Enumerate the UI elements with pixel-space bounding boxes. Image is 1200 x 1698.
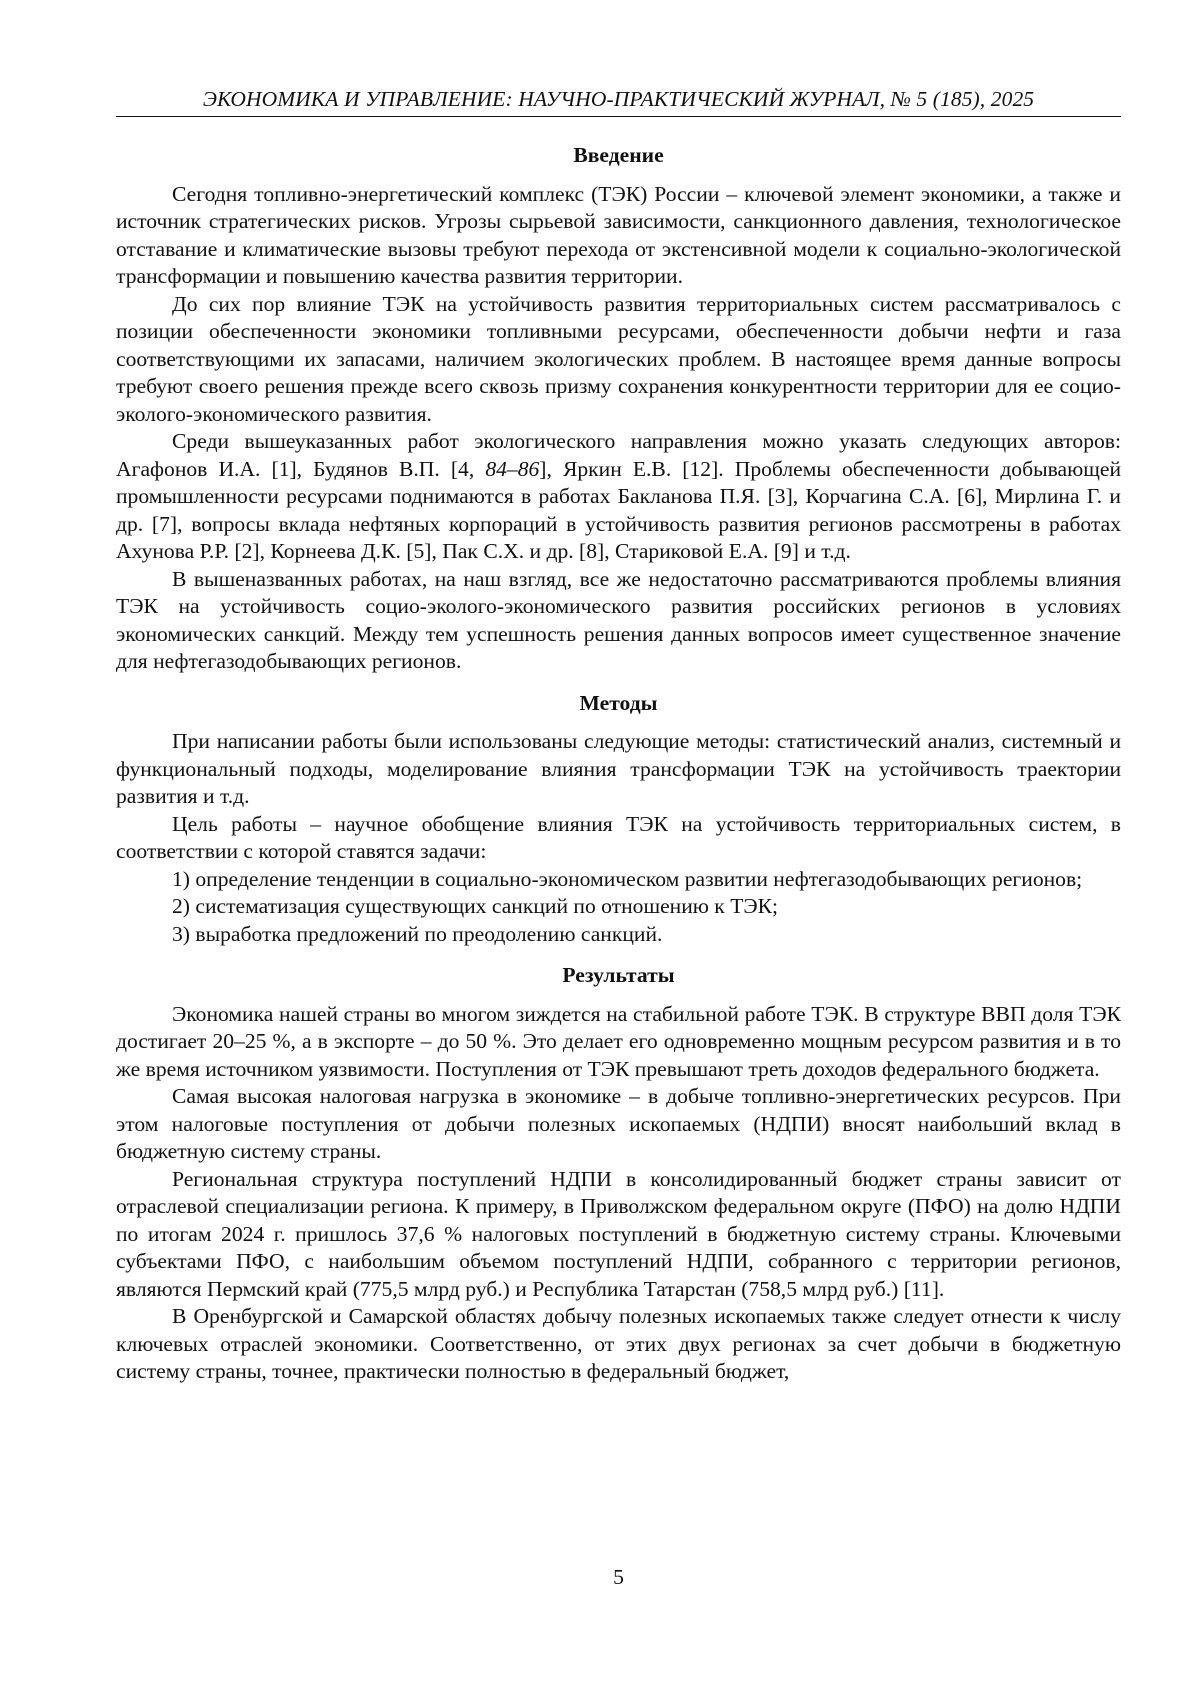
running-header: ЭКОНОМИКА И УПРАВЛЕНИЕ: НАУЧНО-ПРАКТИЧЕСКИЙ ЖУРНАЛ, № 5 (185), 2025 [202, 87, 1035, 111]
intro-paragraph-4: В вышеназванных работах, на наш взгляд, все же недостаточно рассматриваются проблемы влияния ТЭК на устойчивость социо-эколого-экономического развития российских регионов в условиях экономических санкций. Между тем успешность решения данных вопросов имеет существенное значение для нефтегазодобывающих регионов. [116, 566, 1121, 673]
tasks-list [116, 866, 1121, 949]
introduction-section [116, 142, 1121, 676]
intro-paragraph-3-end: ], Яркин Е.В. [12]. Проблемы обеспеченности добывающей промышленности ресурсами поднимаются в работах Бакланова П.Я. [3], Корчагина С.А. [6], Мирлина Г. и др. [7], вопросы вклада нефтяных корпораций в устойчивость развития регионов рассмотрены в работах Ахунова Р.Р. [2], Корнеева Д.К. [5], Пак С.Х. и др. [8], Стариковой Е.А. [9] и т.д. [116, 456, 1121, 563]
results-heading: Результаты [562, 963, 675, 987]
task-item: 1) определение тенденции в социально-экономическом развитии нефтегазодобывающих регионов; [172, 866, 1083, 891]
citation-pages: 84–86 [485, 456, 540, 481]
intro-paragraph-2: До сих пор влияние ТЭК на устойчивость развития территориальных систем рассматривалось с позиции обеспеченности экономики топливными ресурсами, обеспеченности добычи нефти и газа соответствующими их запасами, наличием экологических проблем. В настоящее время данные вопросы требуют своего решения прежде всего сквозь призму сохранения конкурентности территории для ее социо-эколого-экономического развития. [116, 291, 1121, 426]
methods-paragraph-1: При написании работы были использованы следующие методы: статистический анализ, системный и функциональный подходы, моделирование влияния трансформации ТЭК на устойчивость траектории развития и т.д. [116, 729, 1121, 808]
intro-paragraph-1: Сегодня топливно-энергетический комплекс (ТЭК) России – ключевой элемент экономики, а также и источник стратегических рисков. Угрозы сырьевой зависимости, санкционного давления, технологическое отставание и климатические вызовы требуют перехода от экстенсивной модели к социально-экологической трансформации и повышению качества развития территории. [116, 181, 1121, 288]
results-paragraph-1: Экономика нашей страны во многом зиждется на стабильной работе ТЭК. В структуре ВВП доля ТЭК достигает 20–25 %, а в экспорте – до 50 %. Это делает его одновременно мощным ресурсом развития и в то же время источником уязвимости. Поступления от ТЭК превышают треть доходов федерального бюджета. [116, 1001, 1121, 1081]
introduction-heading: Введение [573, 143, 664, 167]
results-section [116, 962, 1121, 1386]
intro-paragraph-3 [116, 428, 1121, 566]
methods-paragraph-2: Цель работы – научное обобщение влияния ТЭК на устойчивость территориальных систем, в соответствии с которой ставятся задачи: [116, 811, 1121, 863]
methods-section [116, 690, 1121, 949]
task-item: 3) выработка предложений по преодолению санкций. [172, 921, 663, 946]
methods-heading: Методы [579, 690, 658, 715]
journal-page [116, 0, 1121, 1698]
results-paragraph-2: Самая высокая налоговая нагрузка в экономике – в добыче топливно-энергетических ресурсов. При этом налоговые поступления от добычи полезных ископаемых (НДПИ) вносят наибольший вклад в бюджетную систему страны. [116, 1084, 1121, 1163]
task-item: 2) систематизация существующих санкций по отношению к ТЭК; [172, 894, 779, 918]
results-paragraph-4: В Оренбургской и Самарской областях добычу полезных ископаемых также следует отнести к числу ключевых отраслей экономики. Соответственно, от этих двух регионах за счет добычи в бюджетную систему страны, точнее, практически полностью в федеральный бюджет, [116, 1304, 1121, 1383]
header-rule [116, 116, 1121, 117]
intro-paragraph-3-start: Среди вышеуказанных работ экологического направления можно указать следующих авторов: Агафонов И.А. [1], Будянов В.П. [4, [116, 429, 1121, 481]
article-body [116, 142, 1121, 1386]
page-number: 5 [613, 1565, 624, 1589]
results-paragraph-3: Региональная структура поступлений НДПИ в консолидированный бюджет страны зависит от отраслевой специализации региона. К примеру, в Приволжском федеральном округе (ПФО) на долю НДПИ по итогам 2024 г. пришлось 37,6 % налоговых поступлений в бюджетную систему страны. Ключевыми субъектами ПФО, с наибольшим объемом поступлений НДПИ, собранного с территории регионов, являются Пермский край (775,5 млрд руб.) и Республика Татарстан (758,5 млрд руб.) [11]. [116, 1166, 1121, 1301]
